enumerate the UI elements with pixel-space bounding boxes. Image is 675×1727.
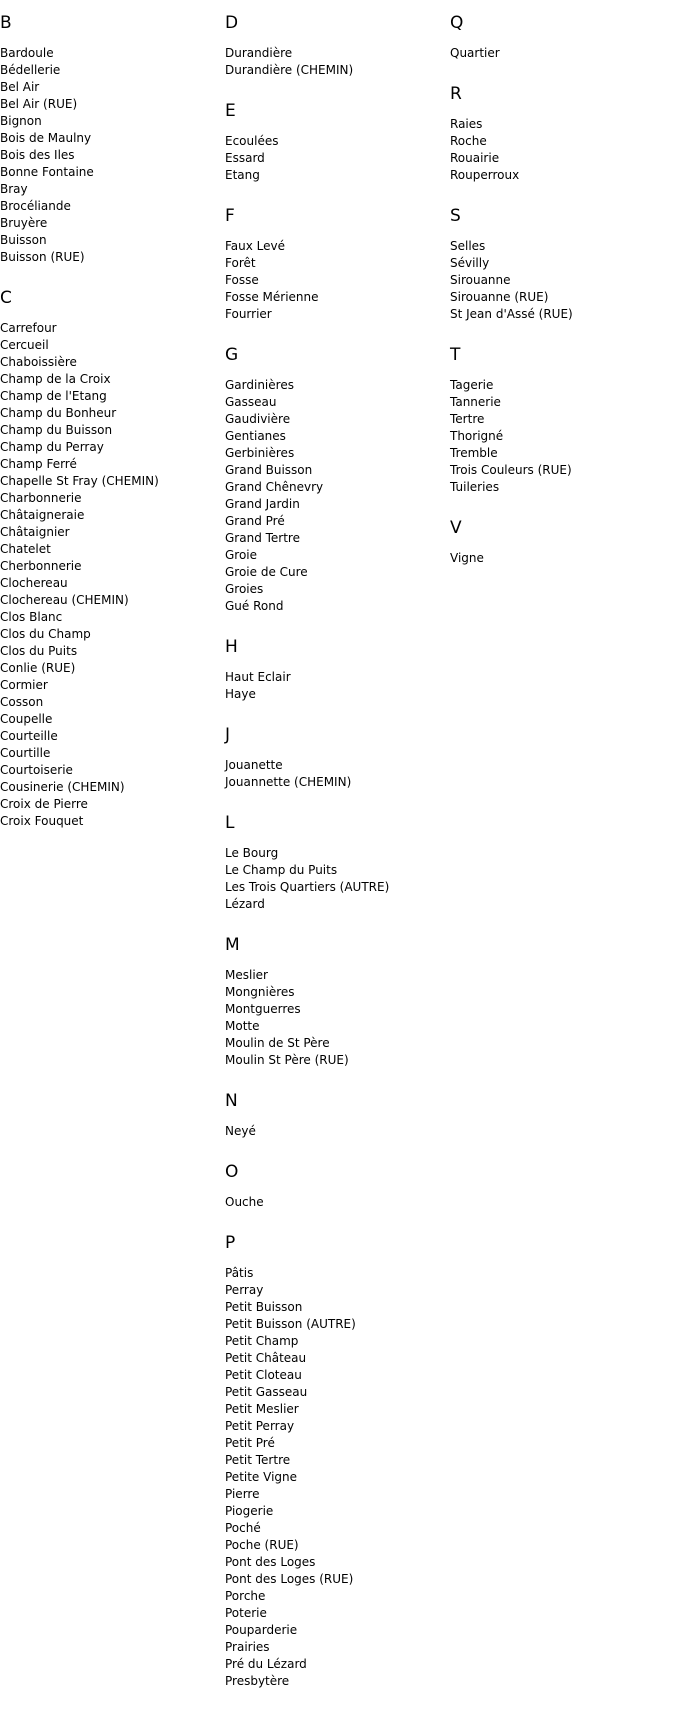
letter-section-l	[225, 813, 450, 913]
street-link-chapelle-st-fray-chemin[interactable]: Chapelle St Fray (CHEMIN)	[0, 474, 159, 488]
street-index-column-1	[0, 13, 225, 852]
letter-heading: V	[450, 518, 462, 538]
letter-heading: D	[225, 13, 239, 33]
street-link-haye[interactable]: Haye	[225, 687, 256, 701]
street-link-courteille[interactable]: Courteille	[0, 729, 58, 743]
street-link-tannerie[interactable]: Tannerie	[450, 395, 501, 409]
letter-section-h	[225, 637, 450, 703]
street-link-raies[interactable]: Raies	[450, 117, 483, 131]
street-link-etang[interactable]: Etang	[225, 168, 260, 182]
street-link-chataignier[interactable]: Châtaignier	[0, 525, 70, 539]
street-link-sirouanne[interactable]: Sirouanne	[450, 273, 511, 287]
street-link-quartier[interactable]: Quartier	[450, 46, 500, 60]
letter-section-f	[225, 206, 450, 323]
letter-heading: Q	[450, 13, 464, 33]
street-link-porche[interactable]: Porche	[225, 1589, 266, 1603]
street-link-tagerie[interactable]: Tagerie	[450, 378, 494, 392]
street-link-cercueil[interactable]: Cercueil	[0, 338, 49, 352]
street-link-durandiere-chemin[interactable]: Durandière (CHEMIN)	[225, 63, 354, 77]
street-link-gasseau[interactable]: Gasseau	[225, 395, 277, 409]
street-link-fosse[interactable]: Fosse	[225, 273, 259, 287]
street-link-grand-tertre[interactable]: Grand Tertre	[225, 531, 300, 545]
street-link-clos-blanc[interactable]: Clos Blanc	[0, 610, 63, 624]
street-link-champ-de-la-croix[interactable]: Champ de la Croix	[0, 372, 111, 386]
street-link-tertre[interactable]: Tertre	[450, 412, 485, 426]
street-link-rouairie[interactable]: Rouairie	[450, 151, 500, 165]
street-link-lezard[interactable]: Lézard	[225, 897, 265, 911]
street-link-poterie[interactable]: Poterie	[225, 1606, 267, 1620]
street-link-bois-des-iles[interactable]: Bois des Iles	[0, 148, 75, 162]
street-link-le-bourg[interactable]: Le Bourg	[225, 846, 279, 860]
street-link-carrefour[interactable]: Carrefour	[0, 321, 57, 335]
street-link-faux-leve[interactable]: Faux Levé	[225, 239, 286, 253]
letter-heading: H	[225, 637, 238, 657]
street-link-cousinerie-chemin[interactable]: Cousinerie (CHEMIN)	[0, 780, 125, 794]
letter-section-r	[450, 84, 675, 184]
street-link-ouche[interactable]: Ouche	[225, 1195, 264, 1209]
street-link-bel-air-rue[interactable]: Bel Air (RUE)	[0, 97, 78, 111]
street-link-bruyere[interactable]: Bruyère	[0, 216, 48, 230]
street-link-essard[interactable]: Essard	[225, 151, 265, 165]
street-link-conlie-rue[interactable]: Conlie (RUE)	[0, 661, 76, 675]
letter-heading: C	[0, 288, 12, 308]
letter-section-s	[450, 206, 675, 323]
street-link-petit-perray[interactable]: Petit Perray	[225, 1419, 295, 1433]
letter-section-d	[225, 13, 450, 79]
street-link-buisson-rue[interactable]: Buisson (RUE)	[0, 250, 85, 264]
street-link-cosson[interactable]: Cosson	[0, 695, 44, 709]
street-link-pont-des-loges[interactable]: Pont des Loges	[225, 1555, 316, 1569]
street-link-petit-gasseau[interactable]: Petit Gasseau	[225, 1385, 308, 1399]
street-link-grand-jardin[interactable]: Grand Jardin	[225, 497, 300, 511]
street-link-bardoule[interactable]: Bardoule	[0, 46, 54, 60]
street-link-bedellerie[interactable]: Bédellerie	[0, 63, 61, 77]
street-link-neye[interactable]: Neyé	[225, 1124, 256, 1138]
street-link-pierre[interactable]: Pierre	[225, 1487, 260, 1501]
street-link-bel-air[interactable]: Bel Air	[0, 80, 40, 94]
letter-heading: O	[225, 1162, 239, 1182]
letter-section-t	[450, 345, 675, 496]
street-link-petit-tertre[interactable]: Petit Tertre	[225, 1453, 291, 1467]
street-link-ecoulees[interactable]: Ecoulées	[225, 134, 279, 148]
street-link-piogerie[interactable]: Piogerie	[225, 1504, 274, 1518]
street-link-gardinieres[interactable]: Gardinières	[225, 378, 294, 392]
street-link-jouannette-chemin[interactable]: Jouannette (CHEMIN)	[225, 775, 352, 789]
street-link-pre-du-lezard[interactable]: Pré du Lézard	[225, 1657, 307, 1671]
street-link-croix-fouquet[interactable]: Croix Fouquet	[0, 814, 84, 828]
street-link-poche[interactable]: Poché	[225, 1521, 261, 1535]
street-link-pont-des-loges-rue[interactable]: Pont des Loges (RUE)	[225, 1572, 354, 1586]
street-link-mongnieres[interactable]: Mongnières	[225, 985, 295, 999]
street-link-petite-vigne[interactable]: Petite Vigne	[225, 1470, 298, 1484]
letter-section-n	[225, 1091, 450, 1140]
street-link-chaboissiere[interactable]: Chaboissière	[0, 355, 77, 369]
letter-heading: E	[225, 101, 236, 121]
street-link-bonne-fontaine[interactable]: Bonne Fontaine	[0, 165, 94, 179]
street-link-bray[interactable]: Bray	[0, 182, 28, 196]
street-link-bois-de-maulny[interactable]: Bois de Maulny	[0, 131, 92, 145]
letter-section-q	[450, 13, 675, 62]
street-link-roche[interactable]: Roche	[450, 134, 487, 148]
street-link-gentianes[interactable]: Gentianes	[225, 429, 286, 443]
street-link-perray[interactable]: Perray	[225, 1283, 264, 1297]
street-link-le-champ-du-puits[interactable]: Le Champ du Puits	[225, 863, 338, 877]
street-link-petit-cloteau[interactable]: Petit Cloteau	[225, 1368, 302, 1382]
letter-section-g	[225, 345, 450, 615]
street-link-thorigne[interactable]: Thorigné	[450, 429, 504, 443]
street-link-clos-du-puits[interactable]: Clos du Puits	[0, 644, 78, 658]
street-link-fosse-merienne[interactable]: Fosse Mérienne	[225, 290, 319, 304]
street-link-durandiere[interactable]: Durandière	[225, 46, 293, 60]
street-link-st-jean-d-asse-rue[interactable]: St Jean d'Assé (RUE)	[450, 307, 573, 321]
street-link-clos-du-champ[interactable]: Clos du Champ	[0, 627, 91, 641]
street-link-gerbinieres[interactable]: Gerbinières	[225, 446, 295, 460]
letter-section-b	[0, 13, 225, 266]
letter-section-o	[225, 1162, 450, 1211]
street-link-grand-chenevry[interactable]: Grand Chênevry	[225, 480, 324, 494]
street-link-petit-pre[interactable]: Petit Pré	[225, 1436, 275, 1450]
street-link-poche-rue[interactable]: Poche (RUE)	[225, 1538, 299, 1552]
street-link-groie[interactable]: Groie	[225, 548, 258, 562]
street-index-column-3	[450, 13, 675, 589]
street-link-presbytere[interactable]: Presbytère	[225, 1674, 290, 1688]
street-link-pouparderie[interactable]: Pouparderie	[225, 1623, 298, 1637]
street-link-groies[interactable]: Groies	[225, 582, 264, 596]
letter-section-p	[225, 1233, 450, 1690]
street-link-buisson[interactable]: Buisson	[0, 233, 47, 247]
letter-heading: T	[450, 345, 461, 365]
street-link-champ-du-bonheur[interactable]: Champ du Bonheur	[0, 406, 117, 420]
street-link-rouperroux[interactable]: Rouperroux	[450, 168, 520, 182]
street-link-gue-rond[interactable]: Gué Rond	[225, 599, 284, 613]
street-link-moulin-de-st-pere[interactable]: Moulin de St Père	[225, 1036, 330, 1050]
street-link-fourrier[interactable]: Fourrier	[225, 307, 272, 321]
street-link-courtoiserie[interactable]: Courtoiserie	[0, 763, 73, 777]
street-link-selles[interactable]: Selles	[450, 239, 486, 253]
street-link-champ-du-perray[interactable]: Champ du Perray	[0, 440, 104, 454]
street-link-champ-de-l-etang[interactable]: Champ de l'Etang	[0, 389, 107, 403]
street-link-cherbonnerie[interactable]: Cherbonnerie	[0, 559, 82, 573]
letter-heading: R	[450, 84, 462, 104]
street-link-petit-meslier[interactable]: Petit Meslier	[225, 1402, 299, 1416]
street-link-tremble[interactable]: Tremble	[450, 446, 498, 460]
street-link-clochereau-chemin[interactable]: Clochereau (CHEMIN)	[0, 593, 129, 607]
street-link-les-trois-quartiers-autre[interactable]: Les Trois Quartiers (AUTRE)	[225, 880, 390, 894]
letter-heading: P	[225, 1233, 236, 1253]
street-link-grand-buisson[interactable]: Grand Buisson	[225, 463, 313, 477]
street-link-haut-eclair[interactable]: Haut Eclair	[225, 670, 291, 684]
street-link-clochereau[interactable]: Clochereau	[0, 576, 68, 590]
street-link-groie-de-cure[interactable]: Groie de Cure	[225, 565, 308, 579]
letter-heading: F	[225, 206, 235, 226]
street-link-champ-du-buisson[interactable]: Champ du Buisson	[0, 423, 113, 437]
street-link-sirouanne-rue[interactable]: Sirouanne (RUE)	[450, 290, 549, 304]
letter-section-v	[450, 518, 675, 567]
street-link-champ-ferre[interactable]: Champ Ferré	[0, 457, 77, 471]
letter-heading: B	[0, 13, 12, 33]
letter-section-m	[225, 935, 450, 1069]
street-link-vigne[interactable]: Vigne	[450, 551, 484, 565]
letter-section-j	[225, 725, 450, 791]
letter-heading: J	[225, 725, 231, 745]
street-link-motte[interactable]: Motte	[225, 1019, 260, 1033]
street-link-petit-champ[interactable]: Petit Champ	[225, 1334, 299, 1348]
street-link-moulin-st-pere-rue[interactable]: Moulin St Père (RUE)	[225, 1053, 349, 1067]
letter-heading: S	[450, 206, 461, 226]
letter-heading: G	[225, 345, 239, 365]
street-link-broceliande[interactable]: Brocéliande	[0, 199, 71, 213]
street-link-cormier[interactable]: Cormier	[0, 678, 48, 692]
street-link-montguerres[interactable]: Montguerres	[225, 1002, 301, 1016]
street-link-meslier[interactable]: Meslier	[225, 968, 268, 982]
letter-section-c	[0, 288, 225, 830]
street-link-petit-chateau[interactable]: Petit Château	[225, 1351, 307, 1365]
street-link-petit-buisson-autre[interactable]: Petit Buisson (AUTRE)	[225, 1317, 356, 1331]
street-link-grand-pre[interactable]: Grand Pré	[225, 514, 285, 528]
street-link-charbonnerie[interactable]: Charbonnerie	[0, 491, 82, 505]
street-link-courtille[interactable]: Courtille	[0, 746, 51, 760]
street-link-chatelet[interactable]: Chatelet	[0, 542, 51, 556]
street-link-gaudiviere[interactable]: Gaudivière	[225, 412, 291, 426]
street-link-bignon[interactable]: Bignon	[0, 114, 42, 128]
street-link-prairies[interactable]: Prairies	[225, 1640, 270, 1654]
street-link-trois-couleurs-rue[interactable]: Trois Couleurs (RUE)	[450, 463, 572, 477]
letter-heading: M	[225, 935, 240, 955]
street-link-chataigneraie[interactable]: Châtaigneraie	[0, 508, 85, 522]
street-link-sevilly[interactable]: Sévilly	[450, 256, 490, 270]
street-link-petit-buisson[interactable]: Petit Buisson	[225, 1300, 303, 1314]
street-link-tuileries[interactable]: Tuileries	[450, 480, 500, 494]
letter-heading: N	[225, 1091, 238, 1111]
street-link-patis[interactable]: Pâtis	[225, 1266, 254, 1280]
street-index-column-2	[225, 13, 450, 1712]
street-link-foret[interactable]: Forêt	[225, 256, 256, 270]
letter-heading: L	[225, 813, 235, 833]
street-link-coupelle[interactable]: Coupelle	[0, 712, 53, 726]
letter-section-e	[225, 101, 450, 184]
street-link-croix-de-pierre[interactable]: Croix de Pierre	[0, 797, 88, 811]
street-link-jouanette[interactable]: Jouanette	[225, 758, 283, 772]
